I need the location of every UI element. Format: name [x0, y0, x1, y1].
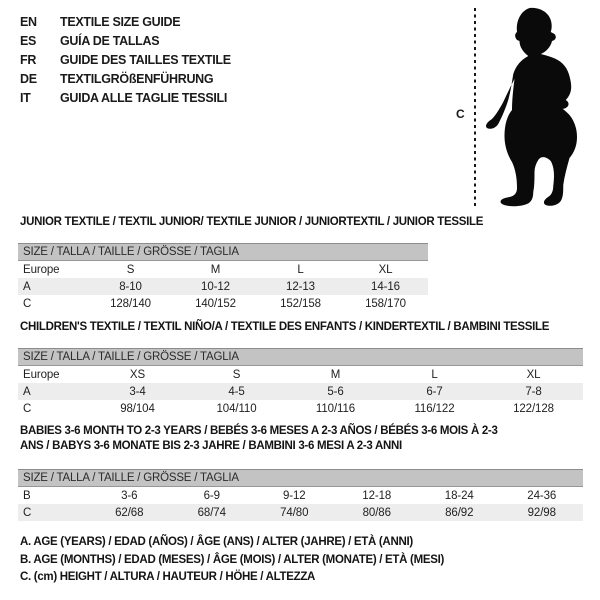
size-value-cell: 4-5 — [228, 385, 245, 398]
language-list — [20, 13, 231, 108]
language-label: TEXTILE SIZE GUIDE — [60, 15, 181, 29]
table-row — [18, 400, 583, 417]
row-label: A — [23, 280, 31, 293]
babies-table-title: BABIES 3-6 MONTH TO 2-3 YEARS / BEBÉS 3-6 MESES A 2-3 AÑOS / BÉBÉS 3-6 MOIS À 2-3 ANS / BABYS 3-6 MONATE BIS 2-3 JAHRE / BAMBINI 3-6 MESI A 2-3 ANNI — [20, 425, 498, 452]
babies-size-header: SIZE / TALLA / TAILLE / GRÖSSE / TAGLIA — [18, 469, 583, 487]
junior-size-header: SIZE / TALLA / TAILLE / GRÖSSE / TAGLIA — [18, 243, 428, 261]
size-value-cell: 158/170 — [365, 297, 406, 310]
size-value-cell: 8-10 — [119, 280, 142, 293]
language-code: ES — [20, 34, 37, 48]
children-table-title: CHILDREN'S TEXTILE / TEXTIL NIÑO/A / TEXTILE DES ENFANTS / KINDERTEXTIL / BAMBINI TESSILE — [20, 321, 550, 333]
size-value-cell: 12-18 — [362, 489, 392, 502]
table-row — [18, 295, 428, 312]
language-row-en — [20, 13, 231, 32]
size-value-cell: 92/98 — [527, 506, 556, 519]
size-value-cell: L — [297, 263, 304, 276]
row-label: C — [23, 506, 32, 519]
size-value-cell: 5-6 — [327, 385, 344, 398]
row-label: C — [23, 402, 32, 415]
size-value-cell: L — [431, 368, 438, 381]
language-row-de — [20, 70, 231, 89]
size-value-cell: 110/116 — [315, 402, 356, 415]
children-size-table — [18, 366, 583, 417]
row-label: Europe — [23, 263, 60, 276]
size-value-cell: 7-8 — [525, 385, 542, 398]
size-value-cell: 74/80 — [280, 506, 309, 519]
language-code: IT — [20, 91, 31, 105]
language-row-es — [20, 32, 231, 51]
size-value-cell: 104/110 — [216, 402, 257, 415]
table-row — [18, 487, 583, 504]
table-row — [18, 366, 583, 383]
size-value-cell: 68/74 — [197, 506, 226, 519]
height-measure-label: C — [456, 107, 465, 121]
junior-size-table — [18, 261, 428, 312]
language-label: GUIDA ALLE TAGLIE TESSILI — [60, 91, 228, 105]
footnotes — [20, 534, 444, 587]
size-value-cell: 12-13 — [286, 280, 315, 293]
row-label: C — [23, 297, 32, 310]
language-label: GUIDE DES TAILLES TEXTILE — [60, 53, 231, 67]
size-value-cell: 128/140 — [110, 297, 151, 310]
size-value-cell: 98/104 — [120, 402, 155, 415]
size-value-cell: 3-4 — [129, 385, 146, 398]
language-code: EN — [20, 15, 37, 29]
language-row-fr — [20, 51, 231, 70]
row-label: Europe — [23, 368, 60, 381]
size-value-cell: 116/122 — [414, 402, 455, 415]
children-size-header: SIZE / TALLA / TAILLE / GRÖSSE / TAGLIA — [18, 348, 583, 366]
size-value-cell: 152/158 — [280, 297, 321, 310]
size-value-cell: 140/152 — [195, 297, 236, 310]
size-value-cell: XL — [378, 263, 393, 276]
language-code: FR — [20, 53, 37, 67]
size-value-cell: 18-24 — [444, 489, 474, 502]
footnote-c: C. (cm) HEIGHT / ALTURA / HAUTEUR / HÖHE / ALTEZZA — [20, 571, 316, 583]
language-label: GUÍA DE TALLAS — [60, 34, 160, 48]
row-label: B — [23, 489, 31, 502]
junior-table-title: JUNIOR TEXTILE / TEXTIL JUNIOR/ TEXTILE JUNIOR / JUNIORTEXTIL / JUNIOR TESSILE — [20, 216, 484, 228]
size-value-cell: 86/92 — [445, 506, 474, 519]
row-label: A — [23, 385, 31, 398]
baby-silhouette-icon — [482, 4, 600, 209]
language-label: TEXTILGRÖßENFÜHRUNG — [60, 72, 214, 86]
size-value-cell: 6-7 — [426, 385, 443, 398]
size-value-cell: 62/68 — [115, 506, 144, 519]
language-code: DE — [20, 72, 37, 86]
height-measure-dashed-line — [474, 8, 476, 208]
footnote-a: A. AGE (YEARS) / EDAD (AÑOS) / ÂGE (ANS) / ALTER (JAHRE) / ETÀ (ANNI) — [20, 536, 413, 548]
language-row-it — [20, 89, 231, 108]
table-row — [18, 261, 428, 278]
size-value-cell: S — [232, 368, 241, 381]
size-value-cell: S — [126, 263, 135, 276]
size-value-cell: 3-6 — [121, 489, 138, 502]
size-value-cell: 80/86 — [362, 506, 391, 519]
size-value-cell: 9-12 — [282, 489, 306, 502]
size-value-cell: XL — [526, 368, 541, 381]
size-value-cell: XS — [129, 368, 146, 381]
size-value-cell: 6-9 — [203, 489, 220, 502]
size-value-cell: M — [330, 368, 341, 381]
size-value-cell: 24-36 — [527, 489, 557, 502]
size-value-cell: 10-12 — [201, 280, 230, 293]
size-value-cell: 122/128 — [513, 402, 554, 415]
table-row — [18, 504, 583, 521]
footnote-b: B. AGE (MONTHS) / EDAD (MESES) / ÂGE (MOIS) / ALTER (MONATE) / ETÀ (MESI) — [20, 553, 445, 566]
table-row — [18, 278, 428, 295]
babies-size-table — [18, 487, 583, 521]
table-row — [18, 383, 583, 400]
size-value-cell: M — [210, 263, 221, 276]
size-value-cell: 14-16 — [371, 280, 400, 293]
